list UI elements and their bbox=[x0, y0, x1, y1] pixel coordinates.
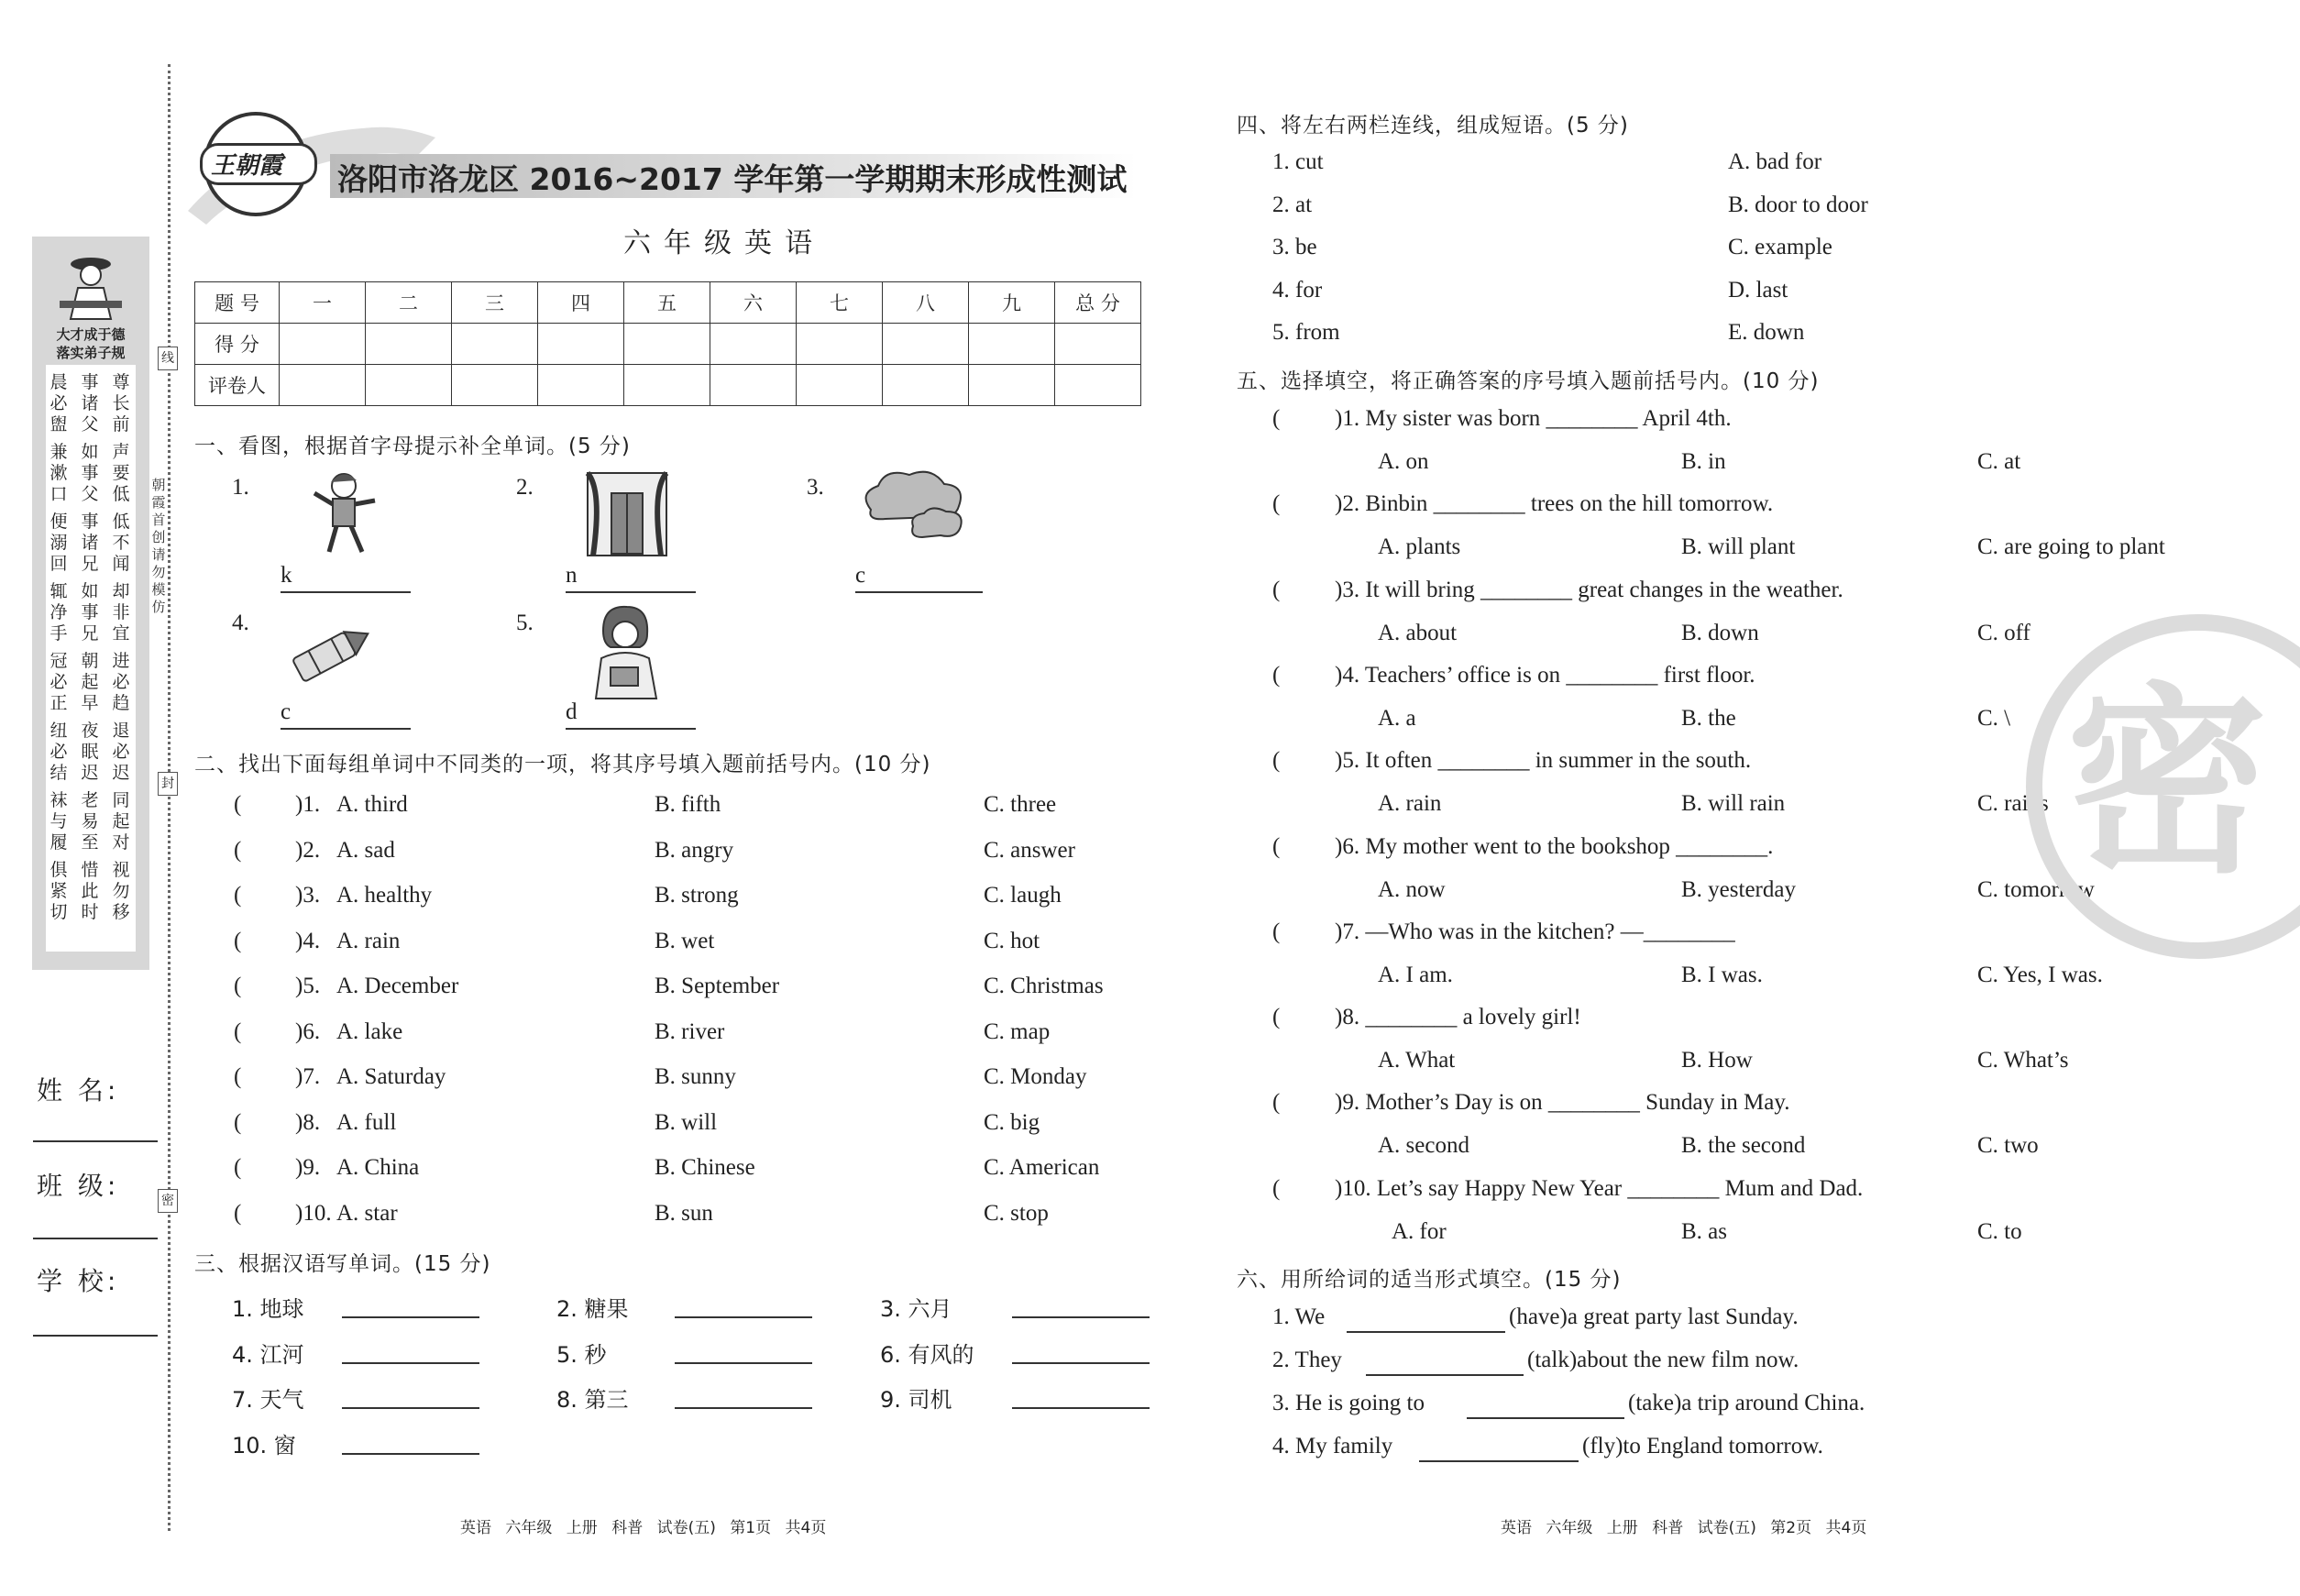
sentence-end bbox=[1527, 1348, 1799, 1373]
option-c[interactable]: C. What’s bbox=[1977, 1048, 2069, 1073]
given-word: (fly) bbox=[1582, 1434, 1623, 1458]
answer-blank[interactable] bbox=[1012, 1362, 1150, 1364]
option-c[interactable]: C. rains bbox=[1977, 791, 2049, 817]
brand-name: 王朝霞 bbox=[211, 152, 283, 180]
sentence-start: 4. My family bbox=[1272, 1434, 1393, 1458]
option-c: C. answer bbox=[984, 837, 1075, 863]
confidential-watermark bbox=[2026, 614, 2300, 959]
column-header: 四 bbox=[538, 282, 624, 324]
answer-blank[interactable] bbox=[342, 1453, 479, 1455]
option-a: A. healthy bbox=[336, 883, 433, 908]
table-row bbox=[195, 282, 1141, 324]
motto-col: 视勿移 bbox=[112, 860, 130, 922]
motto-col: 惜此时 bbox=[81, 860, 99, 922]
class-label: 班 级: bbox=[37, 1171, 120, 1201]
crayon-picture-icon bbox=[288, 620, 376, 684]
left-phrase-part[interactable]: 1. cut bbox=[1272, 149, 1324, 174]
option-c: C. laugh bbox=[984, 883, 1062, 908]
option-a: A. sad bbox=[336, 837, 395, 863]
footer-page-1: 英语 六年级 上册 科普 试卷(五) 第1页 共4页 bbox=[460, 1519, 827, 1537]
section4-heading: 四、将左右两栏连线，组成短语。(5 分) bbox=[1237, 114, 1629, 138]
score-cell[interactable] bbox=[883, 324, 969, 365]
question-text: )7. —Who was in the kitchen? —________ bbox=[1335, 919, 1735, 944]
school-label: 学 校: bbox=[37, 1266, 120, 1296]
chinese-word: 10. 窗 bbox=[232, 1432, 296, 1458]
column-header: 五 bbox=[624, 282, 710, 324]
option-b[interactable]: B. will plant bbox=[1681, 534, 1796, 560]
answer-bracket-open[interactable]: ( bbox=[1272, 662, 1281, 688]
option-b: B. strong bbox=[655, 883, 739, 908]
section2-heading: 二、找出下面每组单词中不同类的一项，将其序号填入题前括号内。(10 分) bbox=[194, 753, 931, 776]
right-phrase-part[interactable]: A. bad for bbox=[1728, 149, 1822, 174]
given-word: (talk) bbox=[1527, 1348, 1578, 1372]
option-b: B. September bbox=[655, 974, 780, 998]
option-c[interactable]: C. \ bbox=[1977, 705, 2011, 731]
option-c: C. American bbox=[984, 1155, 1100, 1180]
option-c: C. map bbox=[984, 1018, 1051, 1044]
option-c[interactable]: C. to bbox=[1977, 1218, 2022, 1244]
question-text: )3. It will bring ________ great changes in the weather. bbox=[1335, 577, 1843, 602]
sentence-end bbox=[1582, 1434, 1823, 1459]
vertical-note: 朝霞首创 请勿模仿 bbox=[151, 477, 166, 615]
row-header: 题 号 bbox=[195, 282, 280, 324]
given-word: (take) bbox=[1628, 1391, 1682, 1415]
hint-letter: c bbox=[281, 699, 292, 724]
answer-bracket-open[interactable]: ( bbox=[1272, 406, 1281, 431]
name-label: 姓 名: bbox=[37, 1075, 120, 1106]
option-c: C. Monday bbox=[984, 1064, 1087, 1089]
option-b[interactable]: B. yesterday bbox=[1681, 876, 1796, 902]
answer-bracket-open[interactable]: ( bbox=[1272, 491, 1281, 517]
row-header: 得 分 bbox=[195, 324, 280, 365]
motto-col: 便溺回 bbox=[50, 512, 68, 574]
answer-bracket-open[interactable]: ( bbox=[1272, 577, 1281, 602]
answer-blank[interactable] bbox=[1467, 1417, 1624, 1419]
motto-top-2: 落实弟子规 bbox=[56, 345, 126, 361]
school-field[interactable] bbox=[33, 1335, 158, 1337]
question-text: )5. It often ________ in summer in the south. bbox=[1335, 748, 1752, 774]
right-phrase-part[interactable]: D. last bbox=[1728, 277, 1788, 303]
column-header: 八 bbox=[883, 282, 969, 324]
option-a: A. Saturday bbox=[336, 1064, 446, 1089]
answer-bracket-open[interactable]: ( bbox=[234, 1018, 242, 1044]
section3-heading: 三、根据汉语写单词。(15 分) bbox=[194, 1252, 491, 1276]
sentence-rest: a great party last Sunday. bbox=[1567, 1304, 1799, 1329]
question-text: )9. Mother’s Day is on ________ Sunday in May. bbox=[1335, 1090, 1790, 1116]
option-c[interactable]: C. off bbox=[1977, 620, 2030, 645]
motto-col: 低不闻 bbox=[112, 512, 130, 574]
option-b[interactable]: B. the bbox=[1681, 705, 1736, 731]
sentence-rest: a trip around China. bbox=[1681, 1391, 1865, 1415]
column-header: 总 分 bbox=[1055, 282, 1141, 324]
section5-heading: 五、选择填空，将正确答案的序号填入题前括号内。(10 分) bbox=[1237, 369, 1820, 393]
answer-blank[interactable] bbox=[1419, 1460, 1579, 1462]
pic-item-number: 4. bbox=[232, 611, 249, 635]
motto-top-1: 大才成于德 bbox=[56, 326, 126, 343]
sentence-start: 3. He is going to bbox=[1272, 1391, 1425, 1415]
chinese-word: 5. 秒 bbox=[556, 1341, 607, 1368]
answer-blank[interactable] bbox=[566, 591, 696, 593]
hint-letter: d bbox=[566, 699, 578, 724]
score-cell[interactable] bbox=[538, 324, 624, 365]
question-text: )6. My mother went to the bookshop ________. bbox=[1335, 833, 1774, 859]
hint-letter: n bbox=[566, 563, 578, 588]
motto-col: 朝起早 bbox=[81, 651, 99, 713]
motto-col: 却非宜 bbox=[112, 581, 130, 644]
option-a[interactable]: A. a bbox=[1378, 705, 1416, 731]
chinese-word: 7. 天气 bbox=[232, 1387, 304, 1413]
option-a: A. star bbox=[336, 1200, 398, 1226]
question-text: )1. My sister was born ________ April 4th. bbox=[1335, 406, 1732, 431]
answer-bracket-open[interactable]: ( bbox=[1272, 1005, 1281, 1030]
question-number: )7. bbox=[295, 1064, 321, 1089]
right-phrase-part[interactable]: E. down bbox=[1728, 320, 1805, 345]
binding-dashed-line bbox=[168, 64, 171, 1531]
option-a[interactable]: A. I am. bbox=[1378, 962, 1453, 987]
option-c: C. big bbox=[984, 1109, 1040, 1135]
answer-bracket-open[interactable]: ( bbox=[1272, 748, 1281, 774]
answer-blank[interactable] bbox=[342, 1316, 479, 1318]
answer-blank[interactable] bbox=[1347, 1331, 1505, 1333]
score-cell[interactable] bbox=[710, 324, 797, 365]
footer-page-2: 英语 六年级 上册 科普 试卷(五) 第2页 共4页 bbox=[1501, 1519, 1867, 1537]
question-number: )4. bbox=[295, 928, 321, 953]
option-a: A. full bbox=[336, 1109, 397, 1135]
motto-col: 冠必正 bbox=[50, 651, 68, 713]
answer-blank[interactable] bbox=[566, 728, 696, 730]
question-number: )10. bbox=[295, 1200, 332, 1226]
motto-panel bbox=[32, 237, 149, 970]
watermark-glyph: 密 bbox=[2066, 666, 2269, 900]
option-b[interactable]: B. the second bbox=[1681, 1133, 1806, 1159]
answer-bracket-open[interactable]: ( bbox=[234, 1155, 242, 1180]
chinese-word: 6. 有风的 bbox=[880, 1341, 974, 1368]
answer-bracket-open[interactable]: ( bbox=[234, 837, 242, 863]
motto-col: 俱紧切 bbox=[50, 860, 68, 922]
left-phrase-part[interactable]: 4. for bbox=[1272, 277, 1323, 303]
left-phrase-part[interactable]: 5. from bbox=[1272, 320, 1340, 345]
table-row bbox=[195, 324, 1141, 365]
column-header: 三 bbox=[452, 282, 538, 324]
motto-col: 纽必结 bbox=[50, 721, 68, 783]
table-row bbox=[195, 365, 1141, 406]
score-cell[interactable] bbox=[969, 324, 1055, 365]
chinese-word: 2. 糖果 bbox=[556, 1296, 629, 1322]
answer-bracket-open[interactable]: ( bbox=[1272, 1175, 1281, 1201]
option-a[interactable]: A. for bbox=[1392, 1218, 1447, 1244]
answer-bracket-open[interactable]: ( bbox=[234, 1200, 242, 1226]
grader-cell[interactable] bbox=[969, 365, 1055, 406]
option-c[interactable]: C. are going to plant bbox=[1977, 534, 2165, 560]
option-b[interactable]: B. How bbox=[1681, 1048, 1753, 1073]
question-number: )5. bbox=[295, 974, 321, 998]
answer-blank[interactable] bbox=[1366, 1374, 1524, 1376]
option-b: B. Chinese bbox=[655, 1155, 755, 1180]
answer-bracket-open[interactable]: ( bbox=[1272, 919, 1281, 944]
motto-col: 兼漱口 bbox=[50, 442, 68, 504]
sentence-end bbox=[1509, 1304, 1799, 1330]
answer-blank[interactable] bbox=[675, 1362, 812, 1364]
motto-col: 尊长前 bbox=[112, 372, 130, 435]
chinese-word: 1. 地球 bbox=[232, 1296, 304, 1322]
option-b[interactable]: B. as bbox=[1681, 1218, 1727, 1244]
option-b[interactable]: B. in bbox=[1681, 449, 1726, 474]
grader-cell[interactable] bbox=[624, 365, 710, 406]
answer-blank[interactable] bbox=[342, 1362, 479, 1364]
answer-blank[interactable] bbox=[855, 591, 983, 593]
question-number: )6. bbox=[295, 1018, 321, 1044]
column-header: 六 bbox=[710, 282, 797, 324]
answer-blank[interactable] bbox=[675, 1316, 812, 1318]
option-c: C. hot bbox=[984, 928, 1040, 953]
option-b: B. wet bbox=[655, 928, 715, 953]
score-cell[interactable] bbox=[624, 324, 710, 365]
option-a[interactable]: A. on bbox=[1378, 449, 1429, 474]
motto-col: 事诸父 bbox=[81, 372, 99, 435]
question-number: )8. bbox=[295, 1109, 321, 1135]
exam-subtitle: 六年级英语 bbox=[623, 227, 825, 259]
score-cell[interactable] bbox=[452, 324, 538, 365]
motto-col: 如事父 bbox=[81, 442, 99, 504]
doctor-picture-icon bbox=[583, 603, 667, 700]
answer-blank[interactable] bbox=[675, 1407, 812, 1409]
option-b[interactable]: B. I was. bbox=[1681, 962, 1763, 987]
question-text: )2. Binbin ________ trees on the hill tomorrow. bbox=[1335, 491, 1774, 517]
chinese-word: 8. 第三 bbox=[556, 1387, 629, 1413]
noodle-door-picture-icon bbox=[584, 468, 670, 559]
seal-box-secret: 密 bbox=[158, 1189, 178, 1213]
answer-bracket-open[interactable]: ( bbox=[234, 883, 242, 908]
question-text: )10. Let’s say Happy New Year ________ Mum and Dad. bbox=[1335, 1175, 1864, 1201]
option-a: A. December bbox=[336, 974, 459, 998]
option-b: B. angry bbox=[655, 837, 734, 863]
scholar-figure-icon bbox=[52, 248, 129, 321]
exam-title: 洛阳市洛龙区 2016~2017 学年第一学期期末形成性测试 bbox=[337, 161, 1128, 197]
motto-col: 进必趋 bbox=[112, 651, 130, 713]
score-table bbox=[194, 281, 1141, 406]
answer-bracket-open[interactable]: ( bbox=[234, 928, 242, 953]
class-field[interactable] bbox=[33, 1238, 158, 1239]
pic-item-number: 1. bbox=[232, 475, 249, 500]
option-b: B. will bbox=[655, 1109, 718, 1135]
motto-col: 辄净手 bbox=[50, 581, 68, 644]
answer-bracket-open[interactable]: ( bbox=[234, 1109, 242, 1135]
option-c: C. three bbox=[984, 792, 1057, 817]
column-header: 二 bbox=[366, 282, 452, 324]
kite-boy-picture-icon bbox=[307, 466, 380, 561]
motto-col: 退必迟 bbox=[112, 721, 130, 783]
answer-blank[interactable] bbox=[281, 728, 411, 730]
grader-cell[interactable] bbox=[366, 365, 452, 406]
question-number: )1. bbox=[295, 792, 321, 817]
motto-col: 事诸兄 bbox=[81, 512, 99, 574]
sentence-rest: to England tomorrow. bbox=[1623, 1434, 1823, 1458]
brand-logo bbox=[204, 112, 308, 216]
option-b: B. fifth bbox=[655, 792, 721, 817]
right-phrase-part[interactable]: B. door to door bbox=[1728, 192, 1868, 217]
pic-item-number: 5. bbox=[516, 611, 534, 635]
row-header: 评卷人 bbox=[195, 365, 280, 406]
answer-bracket-open[interactable]: ( bbox=[234, 974, 242, 998]
motto-col: 袜与履 bbox=[50, 790, 68, 853]
grader-cell[interactable] bbox=[797, 365, 883, 406]
option-a: A. third bbox=[336, 792, 408, 817]
option-c[interactable]: C. tomorrow bbox=[1977, 876, 2095, 902]
option-a: A. lake bbox=[336, 1018, 403, 1044]
grader-cell[interactable] bbox=[452, 365, 538, 406]
option-c[interactable]: C. Yes, I was. bbox=[1977, 962, 2103, 987]
chinese-word: 3. 六月 bbox=[880, 1296, 952, 1322]
motto-col: 晨必盥 bbox=[50, 372, 68, 435]
right-phrase-part[interactable]: C. example bbox=[1728, 235, 1832, 259]
motto-col: 老易至 bbox=[81, 790, 99, 853]
question-text: )8. ________ a lovely girl! bbox=[1335, 1005, 1581, 1030]
pic-item-number: 3. bbox=[807, 475, 824, 500]
option-c[interactable]: C. two bbox=[1977, 1133, 2039, 1159]
option-a[interactable]: A. What bbox=[1378, 1048, 1456, 1073]
cloud-picture-icon bbox=[858, 466, 972, 543]
score-cell[interactable] bbox=[797, 324, 883, 365]
chinese-word: 9. 司机 bbox=[880, 1387, 952, 1413]
seal-box-line: 线 bbox=[158, 347, 178, 370]
sentence-rest: about the new film now. bbox=[1577, 1348, 1799, 1372]
motto-col: 如事兄 bbox=[81, 581, 99, 644]
option-b[interactable]: B. down bbox=[1681, 620, 1759, 645]
column-header: 一 bbox=[280, 282, 366, 324]
option-a[interactable]: A. now bbox=[1378, 876, 1446, 902]
score-cell[interactable] bbox=[1055, 324, 1141, 365]
given-word: (have) bbox=[1509, 1304, 1568, 1329]
motto-col: 同起对 bbox=[112, 790, 130, 853]
column-header: 七 bbox=[797, 282, 883, 324]
option-a: A. China bbox=[336, 1155, 420, 1180]
hint-letter: c bbox=[855, 563, 866, 588]
motto-col: 夜眠迟 bbox=[81, 721, 99, 783]
question-number: )9. bbox=[295, 1155, 321, 1180]
answer-bracket-open[interactable]: ( bbox=[234, 1064, 242, 1089]
grader-cell[interactable] bbox=[538, 365, 624, 406]
score-cell[interactable] bbox=[366, 324, 452, 365]
section1-heading: 一、看图，根据首字母提示补全单词。(5 分) bbox=[194, 435, 631, 458]
answer-blank[interactable] bbox=[1012, 1316, 1150, 1318]
sentence-end bbox=[1628, 1391, 1865, 1416]
question-number: )2. bbox=[295, 837, 321, 863]
column-header: 九 bbox=[969, 282, 1055, 324]
answer-blank[interactable] bbox=[342, 1407, 479, 1409]
option-c[interactable]: C. at bbox=[1977, 449, 2021, 474]
grader-cell[interactable] bbox=[883, 365, 969, 406]
left-phrase-part[interactable]: 3. be bbox=[1272, 235, 1317, 259]
sentence-start: 1. We bbox=[1272, 1304, 1326, 1329]
section6-heading: 六、用所给词的适当形式填空。(15 分) bbox=[1237, 1268, 1622, 1292]
question-text: )4. Teachers’ office is on ________ first floor. bbox=[1335, 662, 1755, 688]
pic-item-number: 2. bbox=[516, 475, 534, 500]
option-b: B. sun bbox=[655, 1200, 713, 1226]
answer-bracket-open[interactable]: ( bbox=[1272, 833, 1281, 859]
name-field[interactable] bbox=[33, 1140, 158, 1142]
option-a[interactable]: A. about bbox=[1378, 620, 1458, 645]
option-c: C. stop bbox=[984, 1200, 1049, 1226]
motto-col: 声要低 bbox=[112, 442, 130, 504]
motto-text bbox=[46, 365, 136, 952]
option-b: B. river bbox=[655, 1018, 725, 1044]
option-b: B. sunny bbox=[655, 1064, 736, 1089]
answer-blank[interactable] bbox=[281, 591, 411, 593]
grader-cell[interactable] bbox=[280, 365, 366, 406]
sentence-start: 2. They bbox=[1272, 1348, 1342, 1372]
hint-letter: k bbox=[281, 563, 292, 588]
option-b[interactable]: B. will rain bbox=[1681, 791, 1786, 817]
seal-box-seal: 封 bbox=[158, 772, 178, 796]
question-number: )3. bbox=[295, 883, 321, 908]
answer-blank[interactable] bbox=[1012, 1407, 1150, 1409]
grader-cell[interactable] bbox=[1055, 365, 1141, 406]
grader-cell[interactable] bbox=[710, 365, 797, 406]
answer-bracket-open[interactable]: ( bbox=[234, 792, 242, 817]
left-phrase-part[interactable]: 2. at bbox=[1272, 192, 1313, 217]
option-a[interactable]: A. plants bbox=[1378, 534, 1461, 560]
option-a[interactable]: A. second bbox=[1378, 1133, 1469, 1159]
score-cell[interactable] bbox=[280, 324, 366, 365]
option-c: C. Christmas bbox=[984, 974, 1104, 998]
answer-bracket-open[interactable]: ( bbox=[1272, 1090, 1281, 1116]
option-a: A. rain bbox=[336, 928, 401, 953]
chinese-word: 4. 江河 bbox=[232, 1341, 304, 1368]
option-a[interactable]: A. rain bbox=[1378, 791, 1442, 817]
